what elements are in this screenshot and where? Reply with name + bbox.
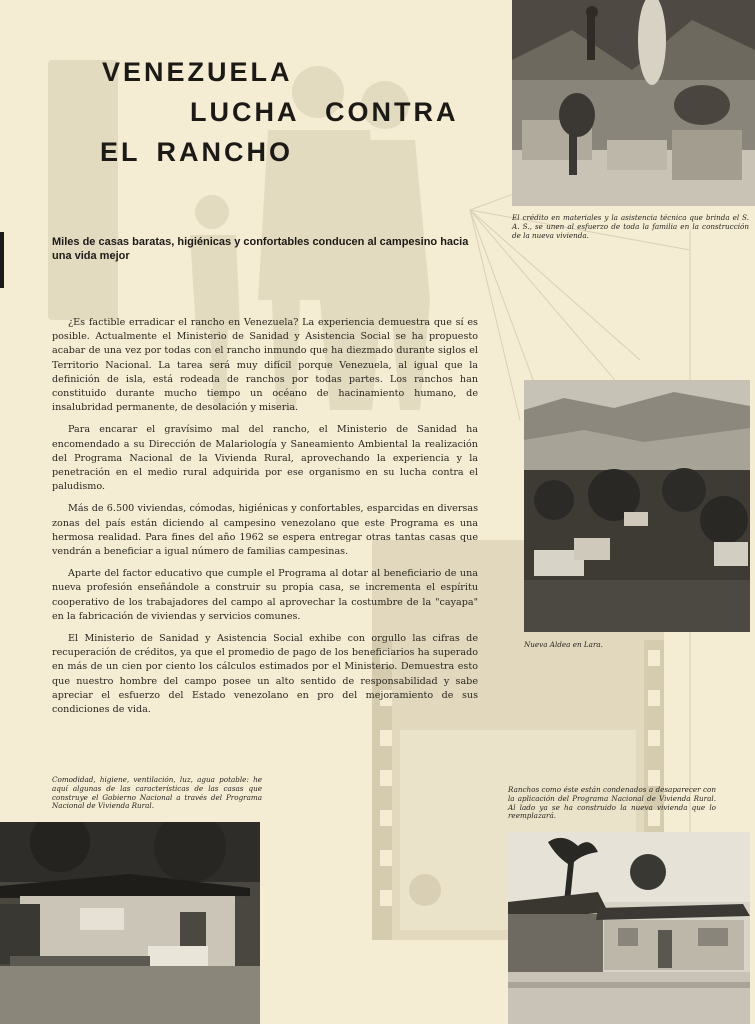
body-paragraph-2: Para encarar el gravísimo mal del rancho, el Ministerio de Sanidad ha encomendado a su Dirección de Malariología y Saneamiento Ambiental la realización del Programa Nacional de la Vivienda Rural, aprovechando la experiencia y la penetración en el medio rural adquirida por ese organismo en su lucha contra el paludismo.: [52, 424, 478, 493]
body-paragraph-4: Aparte del factor educativo que cumple el Programa al dotar al beneficiario de una nueva profesión enseñándole a construir su propia casa, se incrementa el espíritu cooperativo de los trabajadores del campo al aprovechar la costumbre de la "cayapa" en la fabricación de viviendas y servicios comunes.: [52, 568, 478, 622]
photo-new-house: [0, 822, 260, 1024]
caption-rancho: Ranchos como éste están condenados a desaparecer con la aplicación del Programa Nacional de Vivienda Rural. Al lado ya se ha construido la nueva vivienda que lo reemplazará.: [508, 785, 716, 821]
article-body: [52, 316, 478, 725]
caption-new-house: Comodidad, higiene, ventilación, luz, agua potable: he aquí algunas de las características de las casas que construye el Gobierno Nacional a través del Programa Nacional de Vivienda Rural.: [52, 775, 262, 811]
title-line-3: EL RANCHO: [100, 137, 294, 167]
photo-rancho: [508, 832, 750, 1024]
caption-family-construction: El crédito en materiales y la asistencia técnica que brinda el S. A. S., se unen al esfuerzo de toda la familia en la construcción de la nueva vivienda.: [512, 213, 749, 240]
article-title: [100, 52, 490, 172]
page-edge-mark: [0, 232, 4, 288]
title-line-1: VENEZUELA: [102, 57, 293, 87]
caption-nueva-aldea: Nueva Aldea en Lara.: [524, 640, 603, 649]
title-line-2: LUCHA CONTRA: [190, 97, 459, 127]
article-subtitle: Miles de casas baratas, higiénicas y confortables conducen al campesino hacia una vida mejor: [52, 236, 469, 262]
photo-nueva-aldea-lara: [524, 380, 750, 632]
body-paragraph-1: ¿Es factible erradicar el rancho en Venezuela? La experiencia demuestra que sí es posible. Actualmente el Ministerio de Sanidad y Asistencia Social se ha propuesto acabar de una vez por todas con el rancho inmundo que ha diezmado durante siglos el Territorio Nacional. La tarea será muy difícil porque Venezuela, al igual que la definición de isla, está rodeada de ranchos por todas partes. Los ranchos han constituido durante mucho tiempo un océano de hacinamiento humano, de insalubridad permanente, de desolación y miseria.: [52, 317, 478, 414]
body-paragraph-3: Más de 6.500 viviendas, cómodas, higiénicas y confortables, esparcidas en diversas zonas del país están diciendo al campesino venezolano que este Programa es una hermosa realidad. Para fines del año 1962 se espera entregar otras tantas casas que vendrán a beneficiar a igual número de familias campesinas.: [52, 503, 478, 558]
body-paragraph-5: El Ministerio de Sanidad y Asistencia Social exhibe con orgullo las cifras de recuperación de créditos, ya que el promedio de pago de los beneficiarios ha superado en más de un cien por ciento los cálculos estimados por el Ministerio. Demuestra esto que nuestro hombre del campo posee un alto sentido de responsabilidad y sabe apreciar el esfuerzo del Estado venezolano en pro del mejoramiento de sus condiciones de vida.: [52, 633, 478, 716]
photo-family-construction: [512, 0, 755, 206]
